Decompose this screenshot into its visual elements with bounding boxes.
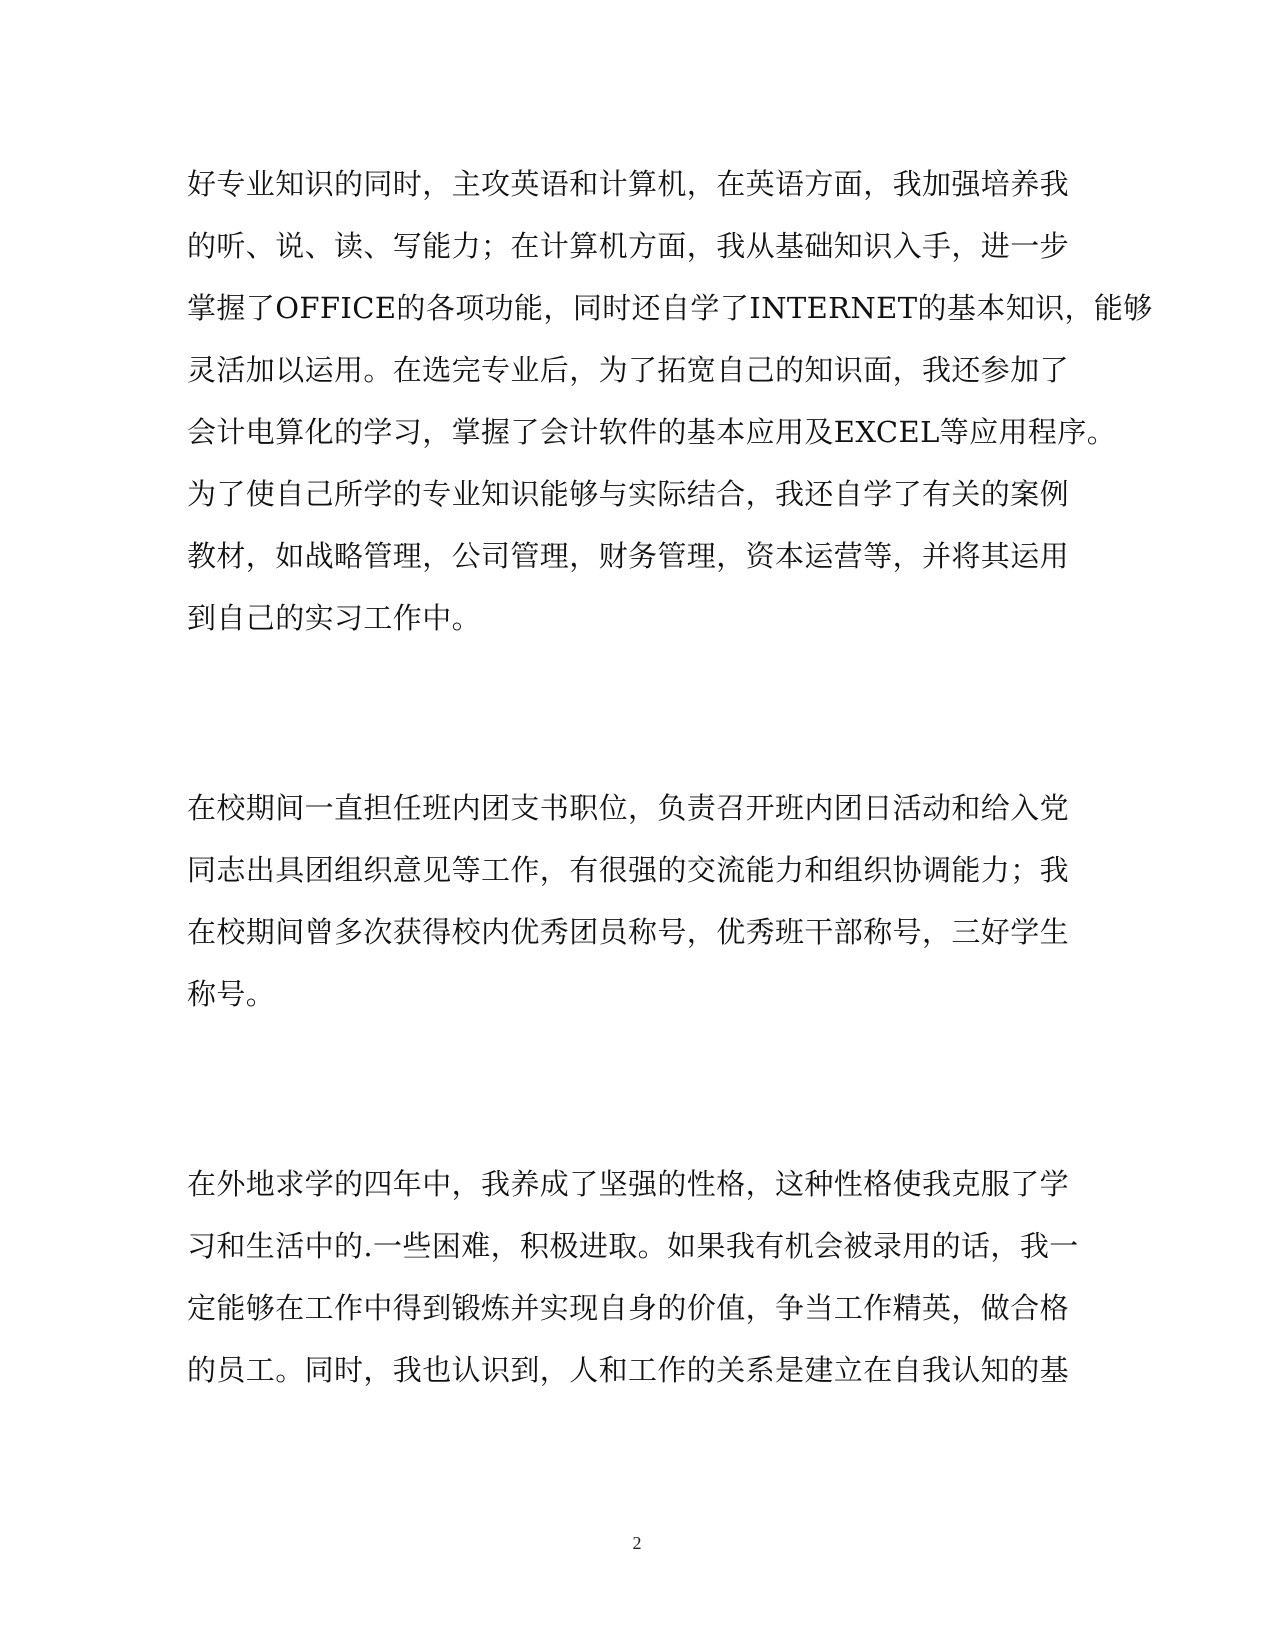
paragraph-2-line-2: 同志出具团组织意见等工作，有很强的交流能力和组织协调能力；我	[187, 853, 1070, 887]
paragraph-3-line-2: 习和生活中的.一些困难，积极进取。如果我有机会被录用的话，我一	[187, 1229, 1079, 1263]
paragraph-3-line-4: 的员工。同时，我也认识到，人和工作的关系是建立在自我认知的基	[187, 1353, 1070, 1387]
paragraph-3-line-1: 在外地求学的四年中，我养成了坚强的性格，这种性格使我克服了学	[187, 1167, 1070, 1201]
paragraph-1-line-7: 教材，如战略管理，公司管理，财务管理，资本运营等，并将其运用	[187, 539, 1070, 573]
paragraph-2-line-4: 称号。	[187, 977, 276, 1011]
paragraph-2-line-3: 在校期间曾多次获得校内优秀团员称号，优秀班干部称号，三好学生	[187, 915, 1070, 949]
paragraph-1-line-5: 会计电算化的学习，掌握了会计软件的基本应用及EXCEL等应用程序。	[187, 415, 1117, 449]
paragraph-2-line-1: 在校期间一直担任班内团支书职位，负责召开班内团日活动和给入党	[187, 791, 1070, 825]
paragraph-1-line-4: 灵活加以运用。在选完专业后，为了拓宽自己的知识面，我还参加了	[187, 353, 1070, 387]
paragraph-1-line-2: 的听、说、读、写能力；在计算机方面，我从基础知识入手，进一步	[187, 229, 1070, 263]
page-number: 2	[632, 1533, 642, 1553]
paragraph-1-line-3: 掌握了OFFICE的各项功能，同时还自学了INTERNET的基本知识，能够	[187, 291, 1153, 325]
paragraph-3-line-3: 定能够在工作中得到锻炼并实现自身的价值，争当工作精英，做合格	[187, 1291, 1070, 1325]
paragraph-1-line-6: 为了使自己所学的专业知识能够与实际结合，我还自学了有关的案例	[187, 477, 1070, 511]
paragraph-1-line-8: 到自己的实习工作中。	[187, 601, 482, 635]
paragraph-1-line-1: 好专业知识的同时，主攻英语和计算机，在英语方面，我加强培养我	[187, 167, 1070, 201]
